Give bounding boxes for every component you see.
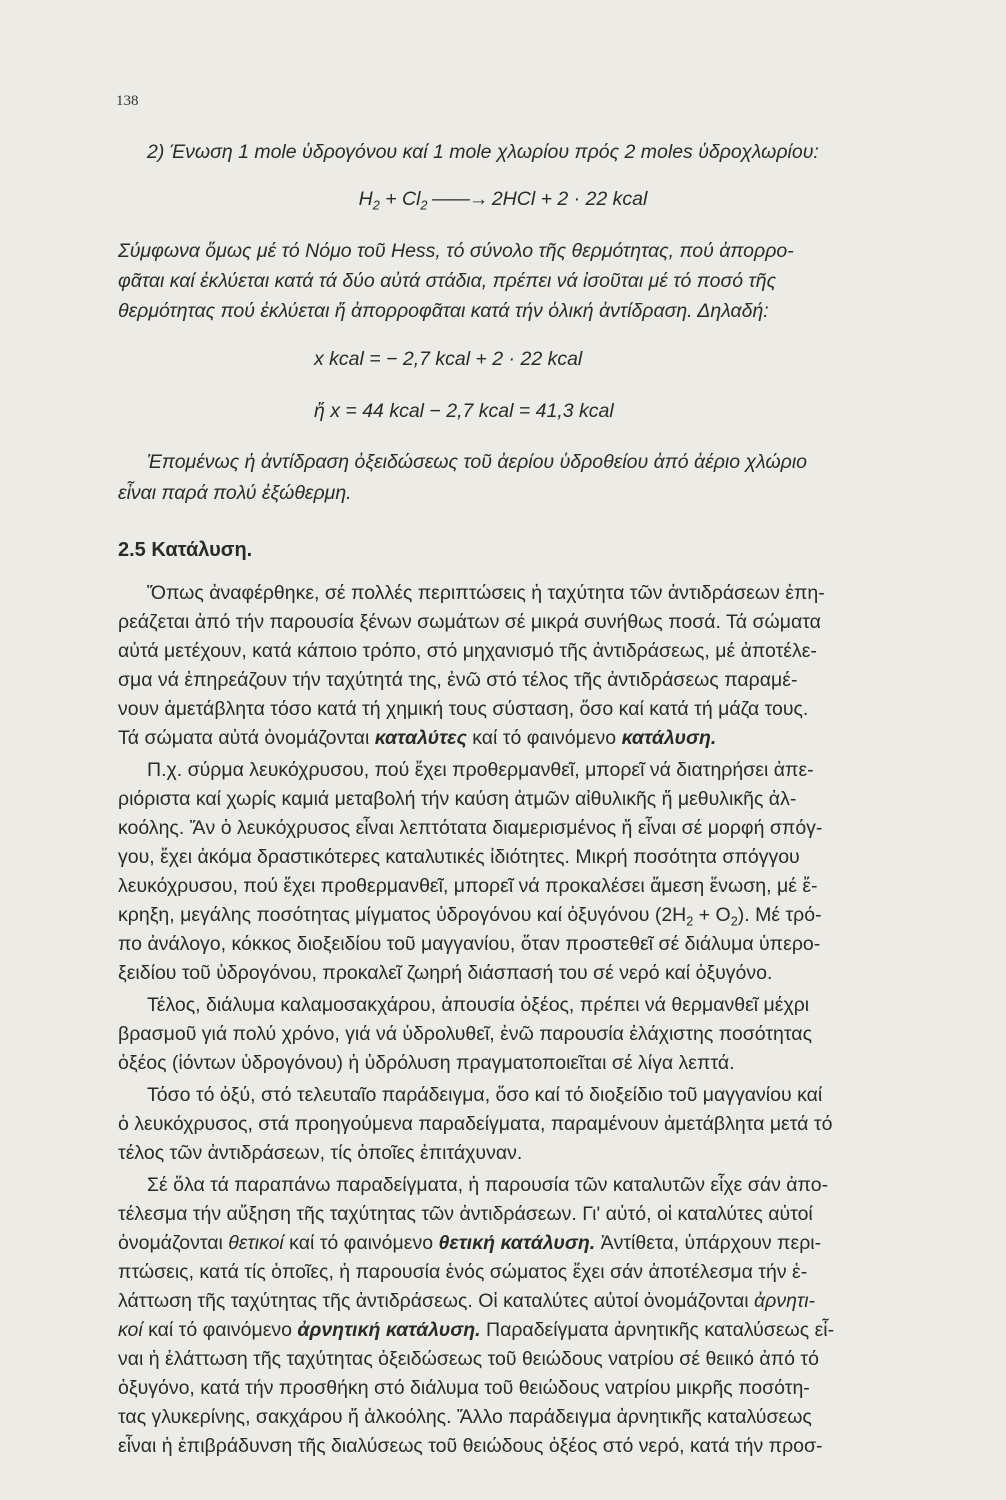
eq-cl-sub: 2 <box>420 198 428 213</box>
p4-line-1: Τόσο τό ὀξύ, στό τελευταῖο παράδειγμα, ὅσο καί τό διοξείδιο τοῦ μαγγανίου καί <box>147 1084 823 1106</box>
page-number: 138 <box>116 93 139 109</box>
p5-line-7: ναι ἡ ἐλάττωση τῆς ταχύτητας ὀξειδώσεως τοῦ θειώδους νατρίου σέ θειικό ἀπό τό <box>118 1348 819 1370</box>
conclusion-line-2: εἶναι παρά πολύ ἐξώθερμη. <box>118 482 352 504</box>
p2-line-8: ξειδίου τοῦ ὑδρογόνου, προκαλεῖ ζωηρή διάσπασή του σέ νερό καί ὀξυγόνο. <box>118 962 773 984</box>
p3-line-3: ὀξέος (ἰόντων ὑδρογόνου) ἡ ὑδρόλυση πραγματοποιεῖται σέ λίγα λεπτά. <box>118 1052 735 1074</box>
h2-sub: 2 <box>686 914 694 929</box>
p3-line-2: βρασμοῦ γιά πολύ χρόνο, γιά νά ὑδρολυθεῖ, ἐνῶ παρουσία ἐλάχιστης ποσότητας <box>118 1023 812 1045</box>
p5-line-5 <box>118 1292 815 1312</box>
p2-formula-end: ). Μέ τρό- <box>737 904 822 926</box>
term-positive-catalysis: θετική κατάλυση. <box>438 1232 596 1254</box>
p5-text-c: καί τό φαινόμενο <box>283 1232 439 1254</box>
hess-line-2: φᾶται καί ἐκλύεται κατά τά δύο αὐτά στάδια, πρέπει νά ἰσοῦται μέ τό ποσό τῆς <box>118 270 777 292</box>
p1-line-6 <box>118 729 716 749</box>
p5-line-4: πτώσεις, κατά τίς ὁποῖες, ἡ παρουσία ἑνός σώματος ἔχει σάν ἀποτέλεσμα τήν ἐ- <box>118 1261 808 1283</box>
p2-formula-plus: + O <box>693 904 731 926</box>
term-negative-catalysis: ἀρνητική κατάλυση. <box>297 1319 481 1341</box>
conclusion-line-1: Ἑπομένως ἡ ἀντίδραση ὀξειδώσεως τοῦ ἀερίου ὑδροθείου ἀπό ἀέριο χλώριο <box>147 451 808 473</box>
reaction-intro: 2) Ένωση 1 mole ὑδρογόνου καί 1 mole χλωρίου πρός 2 moles ὑδροχλωρίου: <box>147 141 819 163</box>
p5-line-10: εἶναι ἡ ἐπιβράδυνση τῆς διαλύσεως τοῦ θειώδους ὀξέος στό νερό, κατά τήν προσ- <box>118 1435 823 1457</box>
p5-line-6 <box>118 1321 834 1341</box>
p5-line-8: ὀξυγόνο, κατά τήν προσθήκη στό διάλυμα τοῦ θειώδους νατρίου μικρῆς ποσότη- <box>118 1377 810 1399</box>
term-catalysts: καταλύτες <box>374 727 467 749</box>
p5-line-1: Σέ ὅλα τά παραπάνω παραδείγματα, ἡ παρουσία τῶν καταλυτῶν εἶχε σάν ἀπο- <box>147 1174 829 1196</box>
p5-line-3 <box>118 1234 821 1254</box>
p5-line-9: τας γλυκερίνης, σακχάρου ἤ ἀλκοόλης. Ἄλλο παράδειγμα ἀρνητικῆς καταλύσεως <box>118 1406 812 1428</box>
p3-line-1: Τέλος, διάλυμα καλαμοσακχάρου, ἀπουσία ὀξέος, πρέπει νά θερμανθεῖ μέχρι <box>147 994 810 1016</box>
p1-line-5: νουν ἀμετάβλητα τόσο κατά τή χημική τους σύσταση, ὅσο καί κατά τή μάζα τους. <box>118 698 809 720</box>
p5-line-2: τέλεσμα τήν αὔξηση τῆς ταχύτητας τῶν ἀντιδράσεων. Γι' αὐτό, οἱ καταλύτες αὐτοί <box>118 1203 813 1225</box>
eq-h: H <box>358 188 373 210</box>
p4-line-2: ὁ λευκόχρυσος, στά προηγούμενα παραδείγματα, παραμένουν ἀμετάβλητα μετά τό <box>118 1113 833 1135</box>
section-heading: 2.5 Κατάλυση. <box>118 539 253 561</box>
p4-line-3: τέλος τῶν ἀντιδράσεων, τίς ὁποῖες ἐπιτάχυναν. <box>118 1142 523 1164</box>
hess-line-1: Σύμφωνα ὅμως μέ τό Νόμο τοῦ Hess, τό σύνολο τῆς θερμότητας, πού ἀπορρο- <box>118 240 794 262</box>
p1-text: Τά σώματα αὐτά ὀνομάζονται <box>118 727 375 749</box>
p2-line-6 <box>118 904 822 929</box>
calculation-1: x kcal = − 2,7 kcal + 2 · 22 kcal <box>314 348 583 370</box>
term-negative-end: κοί <box>118 1319 143 1341</box>
hess-line-3: θερμότητας πού ἐκλύεται ἤ ἀπορροφᾶται κατά τήν ὁλική ἀντίδραση. Δηλαδή: <box>118 300 769 322</box>
p2-line-5: λευκόχρυσου, πού ἔχει προθερμανθεῖ, μπορεῖ νά προκαλέσει ἄμεση ἕνωση, μέ ἔ- <box>118 875 818 897</box>
p1-line-3: αὐτά μετέχουν, κατά κάποιο τρόπο, στό μηχανισμό τῆς ἀντιδράσεως, μέ ἀποτέλε- <box>118 640 817 662</box>
p5-text-a: ὀνομάζονται <box>118 1232 229 1254</box>
p5-text-6d: Παραδείγματα ἀρνητικῆς καταλύσεως εἶ- <box>480 1319 835 1341</box>
p2-line-3: κοόλης. Ἄν ὁ λευκόχρυσος εἶναι λεπτότατα διαμερισμένος ἤ εἶναι σέ μορφή σπόγ- <box>118 817 823 839</box>
p5-text-e: Ἀντίθετα, ὑπάρχουν περι- <box>595 1232 822 1254</box>
reaction-equation <box>0 188 1006 213</box>
eq-h-sub: 2 <box>372 198 380 213</box>
p1-text-2: καί τό φαινόμενο <box>466 727 622 749</box>
term-positive: θετικοί <box>228 1232 284 1254</box>
eq-arrow: ——→ <box>427 188 492 210</box>
p2-formula-text: κρηξη, μεγάλης ποσότητας μίγματος ὑδρογόνου καί ὀξυγόνου (2H <box>118 904 687 926</box>
p1-line-4: σμα νά ἐπηρεάζουν τήν ταχύτητά της, ἐνῶ στό τέλος τῆς ἀντιδράσεως παραμέ- <box>118 669 798 691</box>
p1-line-1: Ὅπως ἀναφέρθηκε, σέ πολλές περιπτώσεις ἡ ταχύτητα τῶν ἀντιδράσεων ἐπη- <box>147 582 825 604</box>
p2-line-1: Π.χ. σύρμα λευκόχρυσου, πού ἔχει προθερμανθεῖ, μπορεῖ νά διατηρήσει ἀπε- <box>147 759 814 781</box>
p2-line-7: πο ἀνάλογο, κόκκος διοξειδίου τοῦ μαγγανίου, ὅταν προστεθεῖ σέ διάλυμα ὑπερο- <box>118 933 821 955</box>
o2-sub: 2 <box>730 914 738 929</box>
p5-text-5a: λάττωση τῆς ταχύτητας τῆς ἀντιδράσεως. Οἱ καταλύτες αὐτοί ὀνομάζονται <box>118 1290 755 1312</box>
p1-line-2: ρεάζεται ἀπό τήν παρουσία ξένων σωμάτων σέ μικρά συνήθως ποσά. Τά σώματα <box>118 611 821 633</box>
term-negative: ἀρνητι- <box>754 1290 816 1312</box>
p2-line-2: ριόριστα καί χωρίς καμιά μεταβολή τήν καύση ἀτμῶν αἰθυλικῆς ἤ μεθυλικῆς ἀλ- <box>118 788 797 810</box>
p2-line-4: γου, ἔχει ἀκόμα δραστικότερες καταλυτικές ἰδιότητες. Μικρή ποσότητα σπόγγου <box>118 846 800 868</box>
eq-plus-cl: + Cl <box>379 188 421 210</box>
calculation-2: ἤ x = 44 kcal − 2,7 kcal = 41,3 kcal <box>314 400 614 422</box>
eq-rhs: 2HCl + 2 · 22 kcal <box>491 188 648 210</box>
term-catalysis: κατάλυση. <box>621 727 717 749</box>
p5-text-6b: καί τό φαινόμενο <box>142 1319 298 1341</box>
